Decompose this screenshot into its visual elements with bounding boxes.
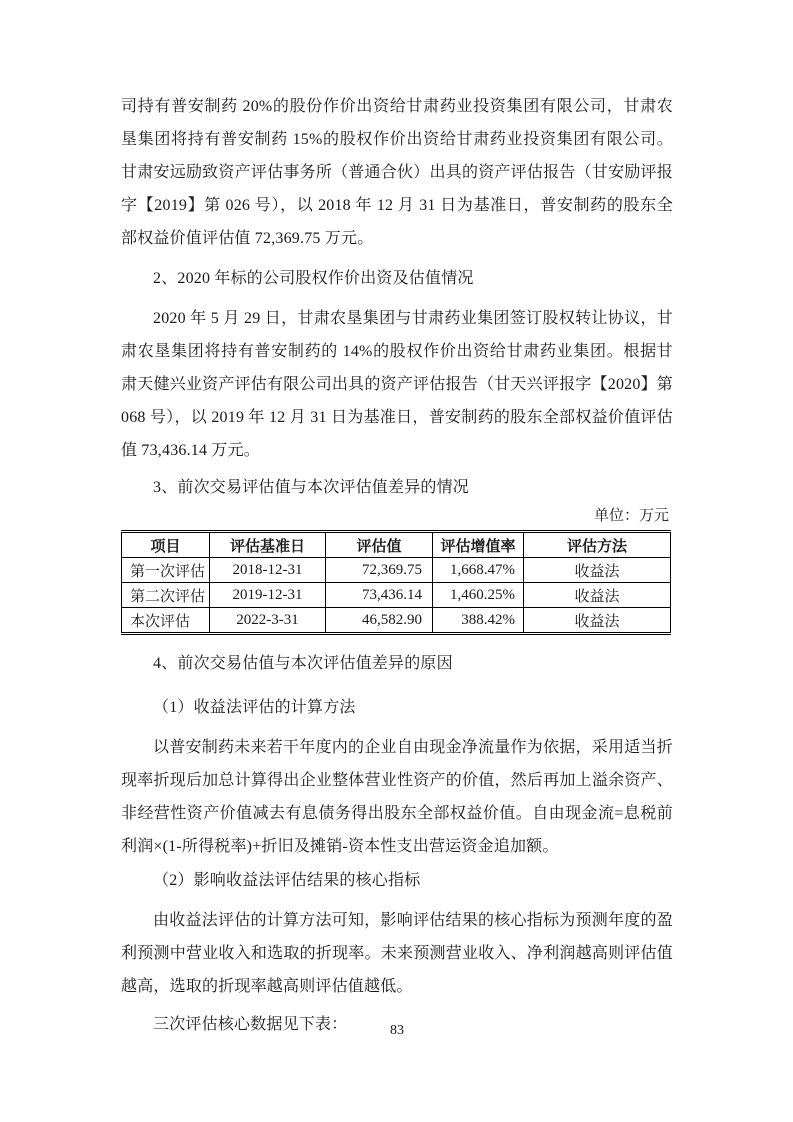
table-cell: 第一次评估 xyxy=(122,558,210,583)
paragraph-core-indicators: 由收益法评估的计算方法可知，影响评估结果的核心指标为预测年度的盈利预测中营业收入和选取的折现率。未来预测营业收入、净利润越高则评估值越高，选取的折现率越高则评估值越低。 xyxy=(121,912,673,995)
table-header-row xyxy=(122,532,671,558)
section-heading-4: 4、前次交易估值与本次评估值差异的原因 xyxy=(153,655,453,672)
table-unit-label: 单位：万元 xyxy=(593,508,669,524)
table-cell: 第二次评估 xyxy=(122,583,210,608)
table-cell: 2019-12-31 xyxy=(210,583,326,608)
table-cell: 2018-12-31 xyxy=(210,558,326,583)
sub-heading-4-1: （1）收益法评估的计算方法 xyxy=(153,699,356,716)
paragraph-table-intro: 三次评估核心数据见下表： xyxy=(153,1016,348,1033)
section-heading-3: 3、前次交易评估值与本次评估值差异的情况 xyxy=(153,479,470,496)
page-number: 83 xyxy=(390,1023,404,1038)
section-heading-2: 2、2020 年标的公司股权作价出资及估值情况 xyxy=(153,270,474,287)
paragraph-income-method: 以普安制药未来若干年度内的企业自由现金净流量作为依据，采用适当折现率折现后加总计算得出企业整体营业性资产的价值，然后再加上溢余资产、非经营性资产价值减去有息债务得出股东全部权益价值。自由现金流=息税前利润×(1-所得税率)+折旧及摊销-资本性支出营运资金追加额。 xyxy=(121,739,673,855)
sub-heading-4-2: （2）影响收益法评估结果的核心指标 xyxy=(153,872,421,889)
paragraph-continuation: 司持有普安制药 20%的股份作价出资给甘肃药业投资集团有限公司，甘肃农垦集团将持有普安制药 15%的股权作价出资给甘肃药业投资集团有限公司。甘肃安远励致资产评估事务所（普通合伙）出具的资产评估报告（甘安励评报字【2019】第 026 号），以 2018 年 12 月 31 日为基准日，普安制药的股东全部权益价值评估值 72,369.75 万元。 xyxy=(121,98,673,247)
table-header-cell: 项目 xyxy=(122,532,210,558)
table-row xyxy=(122,583,671,608)
table-header-cell: 评估值 xyxy=(326,532,433,558)
table-cell: 388.42% xyxy=(433,608,524,634)
table-cell: 46,582.90 xyxy=(326,608,433,634)
valuation-comparison-table xyxy=(121,530,671,635)
document-content xyxy=(121,90,673,1041)
table-header-cell: 评估增值率 xyxy=(433,532,524,558)
table-cell: 1,668.47% xyxy=(433,558,524,583)
table-row xyxy=(122,608,671,634)
table-cell: 73,436.14 xyxy=(326,583,433,608)
table-cell: 72,369.75 xyxy=(326,558,433,583)
table-cell: 2022-3-31 xyxy=(210,608,326,634)
table-cell: 本次评估 xyxy=(122,608,210,634)
table-cell: 1,460.25% xyxy=(433,583,524,608)
table-header-cell: 评估基准日 xyxy=(210,532,326,558)
table-cell: 收益法 xyxy=(524,583,671,608)
paragraph-2020-equity: 2020 年 5 月 29 日，甘肃农垦集团与甘肃药业集团签订股权转让协议，甘肃农垦集团将持有普安制药的 14%的股权作价出资给甘肃药业集团。根据甘肃天健兴业资产评估有限公司出具的资产评估报告（甘天兴评报字【2020】第 068 号），以 2019 年 12 月 31 日为基准日，普安制药的股东全部权益价值评估值 73,436.14 万元。 xyxy=(121,310,673,459)
table-row xyxy=(122,558,671,583)
table-header-cell: 评估方法 xyxy=(524,532,671,558)
table-cell: 收益法 xyxy=(524,608,671,634)
table-cell: 收益法 xyxy=(524,558,671,583)
